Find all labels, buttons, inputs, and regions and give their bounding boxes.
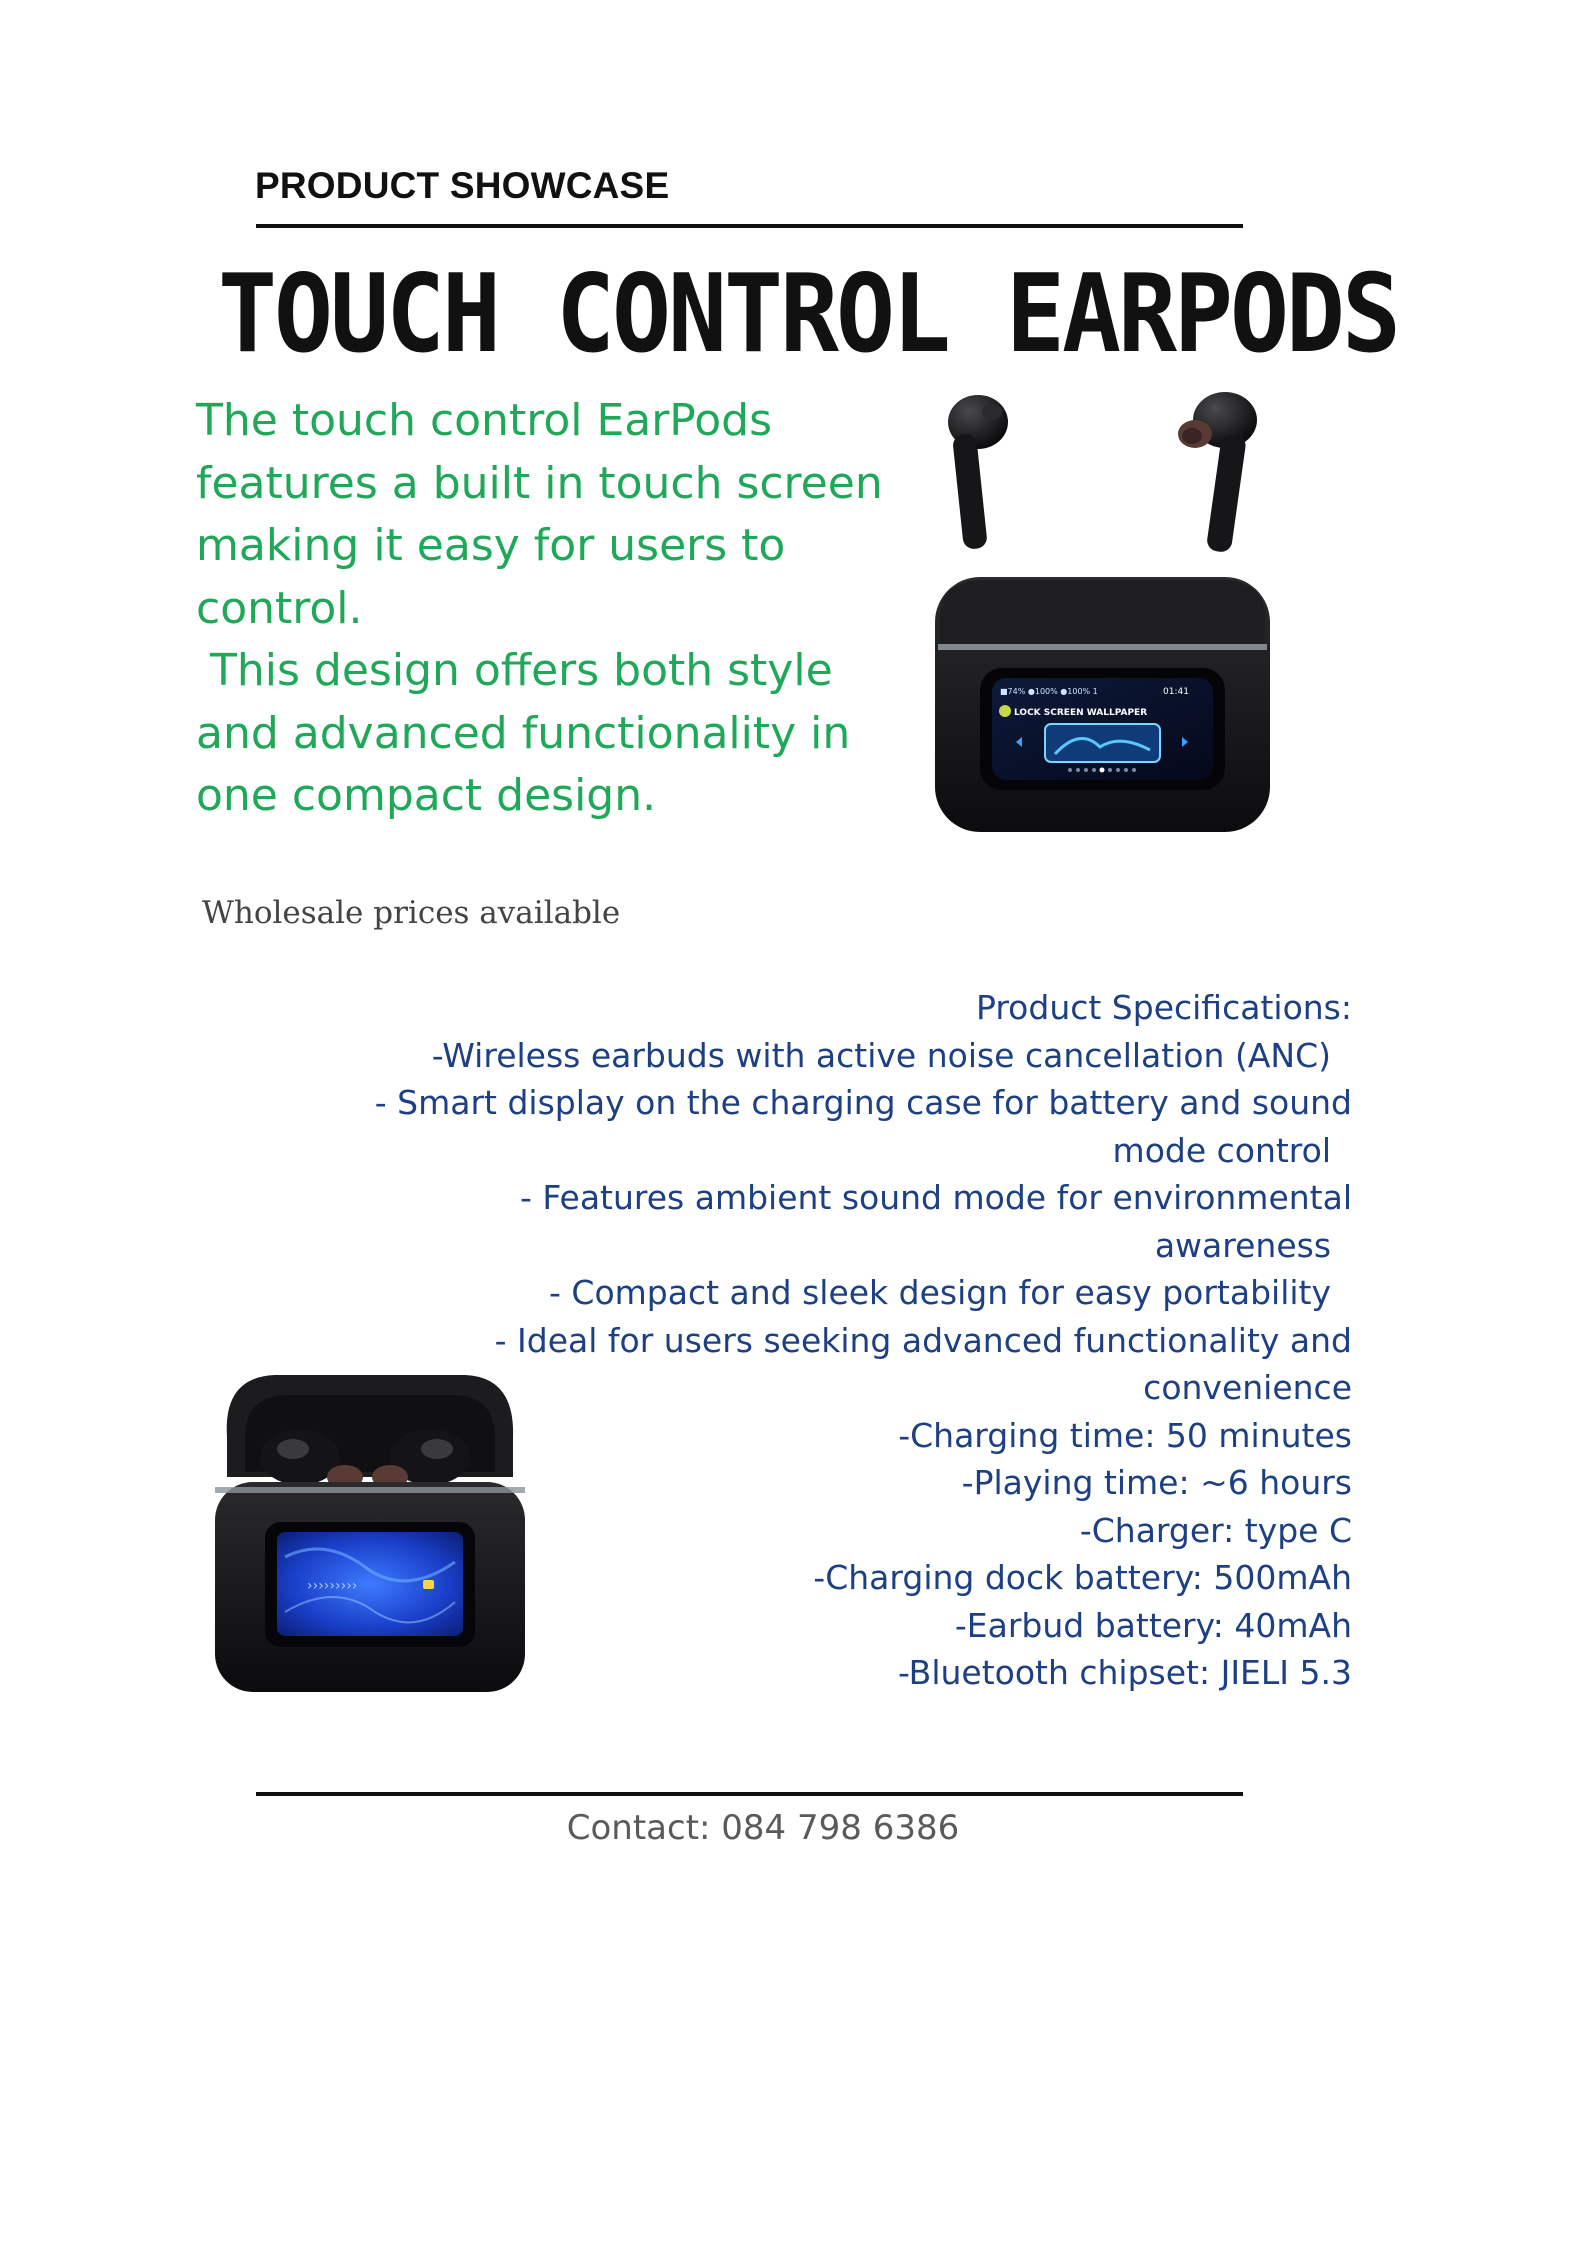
- section-kicker: PRODUCT SHOWCASE: [255, 165, 670, 206]
- spec-line: -Charging dock battery: 500mAh: [813, 1558, 1352, 1597]
- case-screen-label: LOCK SCREEN WALLPAPER: [1014, 708, 1148, 718]
- spec-line: -Bluetooth chipset: JIELI 5.3: [897, 1653, 1352, 1692]
- spec-line: awareness: [1154, 1225, 1352, 1265]
- spec-line: - Smart display on the charging case for battery and sound: [374, 1083, 1352, 1122]
- contact-info: Contact: 084 798 6386: [566, 1808, 960, 1848]
- spec-line: - Ideal for users seeking advanced functionality and: [494, 1320, 1352, 1360]
- earbuds-with-case-image: [930, 382, 1275, 837]
- open-case-image: [215, 1367, 525, 1692]
- spec-line: - Compact and sleek design for easy portability: [549, 1273, 1352, 1312]
- intro-paragraph: The touch control EarPods features a built in touch screen making it easy for users to control. This design offers both style and advanced functionality in one compact design.: [196, 395, 883, 821]
- spec-line: -Earbud battery: 40mAh: [954, 1605, 1352, 1645]
- left-earbud: [948, 395, 1008, 550]
- spec-line: - Features ambient sound mode for environmental: [519, 1178, 1352, 1217]
- spec-line: -Charger: type C: [1079, 1510, 1352, 1550]
- spec-line: -Playing time: ~6 hours: [961, 1463, 1352, 1502]
- svg-text:■74% ●100% ●100% 1: ■74% ●100% ●100% 1: [1000, 687, 1098, 696]
- spec-line: -Charging time: 50 minutes: [898, 1415, 1352, 1455]
- page-title: TOUCH CONTROL EARPODS: [218, 252, 1399, 378]
- svg-text:›››››››››: ›››››››››: [307, 1578, 358, 1594]
- bottom-divider: [256, 1792, 1243, 1796]
- wholesale-note: Wholesale prices available: [202, 895, 621, 931]
- charging-case: [935, 577, 1270, 832]
- spec-line: -Wireless earbuds with active noise cancellation (ANC): [431, 1035, 1352, 1075]
- top-divider: [256, 224, 1243, 228]
- case-screen-clock: 01:41: [1163, 687, 1189, 697]
- spec-line: mode control: [1112, 1130, 1352, 1170]
- spec-line: Product Specifications:: [976, 988, 1352, 1027]
- right-earbud: [1178, 392, 1257, 553]
- spec-line: convenience: [1143, 1368, 1352, 1407]
